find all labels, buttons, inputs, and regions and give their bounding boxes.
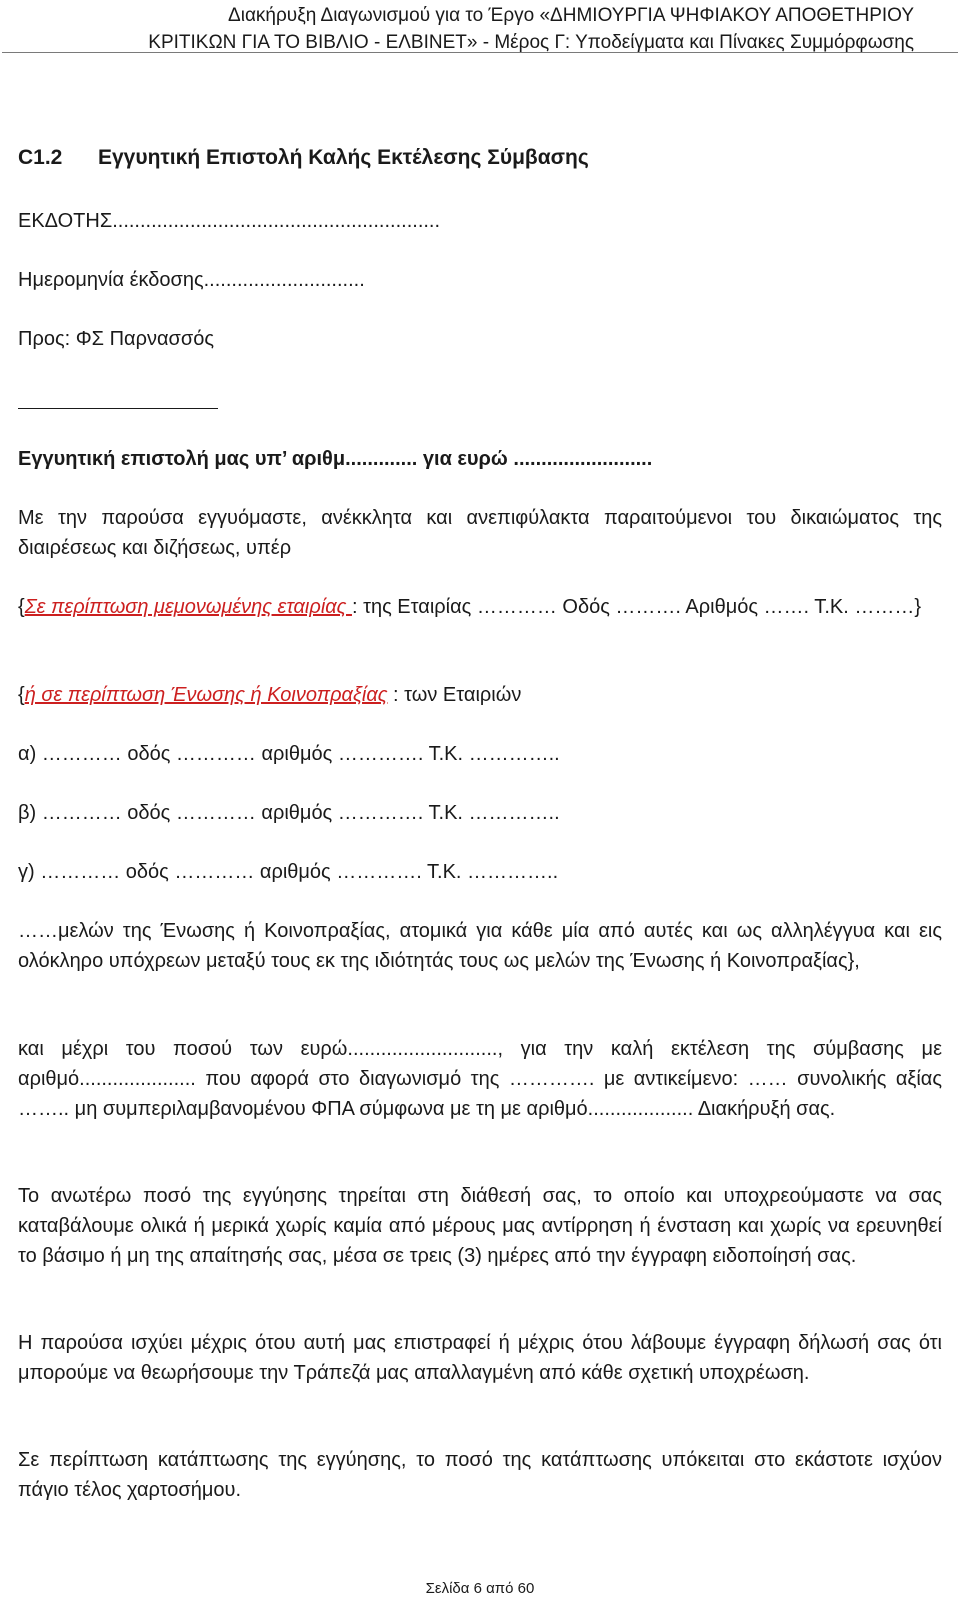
joint-venture-details: : των Εταιριών — [387, 684, 522, 706]
single-company-details: : της Εταιρίας ………… Οδός ………. Αριθμός ……. Τ.Κ. ………} — [351, 596, 922, 618]
member-item-c: γ) ………… οδός ………… αριθμός …………. Τ.Κ. ………….. — [18, 861, 559, 883]
section-title: Εγγυητική Επιστολή Καλής Εκτέλεσης Σύμβασης — [98, 146, 589, 169]
joint-venture-label: ή σε περίπτωση Ένωσης ή Κοινοπραξίας — [24, 684, 388, 706]
issue-date-field: Ημερομηνία έκδοσης............................. — [18, 269, 365, 291]
header-line-2: ΚΡΙΤΙΚΩΝ ΓΙΑ ΤΟ ΒΙΒΛΙΟ - ΕΛΒΙΝΕΤ» - Μέρος Γ: Υποδείγματα και Πίνακες Συμμόρφωσης — [148, 32, 914, 53]
members-paragraph: ……μελών της Ένωσης ή Κοινοπραξίας, ατομικά για κάθε μία από αυτές και ως αλληλέγγυα και εις ολόκληρο υπόχρεων μεταξύ τους εκ της ιδιότητάς τους ως μελών της Ένωσης ή Κοινοπραξίας}, — [18, 920, 942, 972]
page-number-footer: Σελίδα 6 από 60 — [425, 1580, 535, 1597]
forfeit-paragraph: Σε περίπτωση κατάπτωσης της εγγύησης, το ποσό της κατάπτωσης υπόκειται στο εκάστοτε ισχύον πάγιο τέλος χαρτοσήμου. — [18, 1449, 942, 1501]
guarantee-reference: Εγγυητική επιστολή μας υπ’ αριθμ............. για ευρώ ......................... — [18, 448, 653, 470]
availability-paragraph: Το ανωτέρω ποσό της εγγύησης τηρείται στη διάθεσή σας, το οποίο και υποχρεούμαστε να σας καταβάλουμε ολικά ή μερικά χωρίς καμία από μέρους μας αντίρρηση ή ένσταση και χωρίς να ερευνηθεί το βάσιμο ή μη της απαίτησής σας, μέσα σε τρεις (3) ημέρες από την έγγραφη ειδοποίησή σας. — [18, 1185, 942, 1267]
recipient-field: Προς: ΦΣ Παρνασσός — [18, 328, 214, 350]
single-company-clause — [18, 592, 942, 622]
member-item-a: α) ………… οδός ………… αριθμός …………. Τ.Κ. ………….. — [18, 743, 560, 765]
issuer-field: ΕΚΔΟΤΗΣ........................................................... — [18, 210, 441, 232]
joint-venture-open-brace: { — [18, 684, 25, 706]
validity-paragraph: Η παρούσα ισχύει μέχρις ότου αυτή μας επιστραφεί ή μέχρις ότου λάβουμε έγγραφη δήλωσή σας ότι μπορούμε να θεωρήσουμε την Τράπεζά μας απαλλαγμένη από κάθε σχετική υποχρέωση. — [18, 1332, 942, 1384]
intro-paragraph: Με την παρούσα εγγυόμαστε, ανέκκλητα και ανεπιφύλακτα παραιτούμενοι του δικαιώματος της διαιρέσεως και διζήσεως, υπέρ — [18, 507, 942, 559]
header-divider — [2, 52, 958, 53]
joint-venture-clause — [18, 680, 942, 710]
section-number: C1.2 — [18, 146, 63, 169]
single-company-open-brace: { — [18, 596, 25, 618]
section-heading — [18, 143, 942, 173]
page-header — [148, 2, 914, 56]
member-item-b: β) ………… οδός ………… αριθμός …………. Τ.Κ. ………….. — [18, 802, 560, 824]
amount-paragraph: και μέχρι του ποσού των ευρώ..........................., για την καλή εκτέλεση της σύμβασης με αριθμό..................... που αφορά στο διαγωνισμό της …………. με αντικείμενο: …… συνολικής αξίας …….. μη συμπεριλαμβανομένου ΦΠΑ σύμφωνα με τη με αριθμό................... Διακήρυξή σας. — [18, 1038, 942, 1120]
single-company-label: Σε περίπτωση μεμονωμένης εταιρίας — [24, 596, 352, 618]
header-line-1: Διακήρυξη Διαγωνισμού για το Έργο «ΔΗΜΙΟΥΡΓΙΑ ΨΗΦΙΑΚΟΥ ΑΠΟΘΕΤΗΡΙΟΥ — [228, 5, 914, 26]
signature-line — [18, 408, 218, 409]
